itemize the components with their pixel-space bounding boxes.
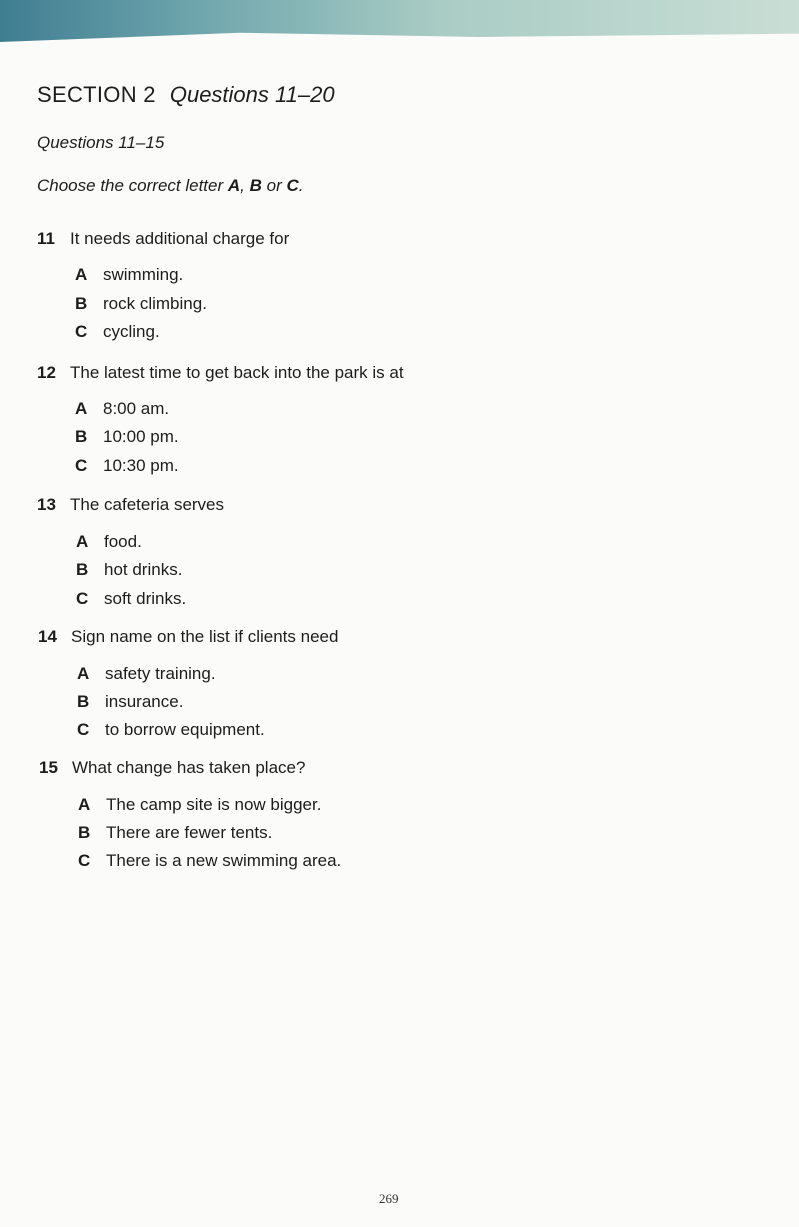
instruction-letter-b: B	[249, 176, 262, 195]
option-15-a[interactable]	[78, 795, 321, 815]
option-text: insurance.	[105, 692, 184, 711]
option-12-a[interactable]	[75, 399, 169, 419]
option-letter: B	[75, 427, 88, 446]
option-letter: B	[75, 294, 88, 313]
question-11	[37, 229, 289, 249]
option-14-a[interactable]	[77, 664, 216, 684]
option-letter: A	[76, 532, 89, 551]
option-text: The camp site is now bigger.	[106, 795, 322, 814]
question-number: 12	[37, 363, 56, 382]
instruction-sep1: ,	[240, 176, 250, 195]
option-11-b[interactable]	[75, 294, 207, 314]
option-letter: C	[75, 322, 88, 341]
instruction-letter-a: A	[227, 176, 241, 195]
option-text: cycling.	[103, 322, 160, 341]
option-text: food.	[104, 532, 142, 551]
section-label: SECTION 2	[37, 82, 156, 107]
option-12-c[interactable]	[75, 456, 179, 476]
option-13-c[interactable]	[76, 589, 186, 609]
option-11-c[interactable]	[75, 322, 160, 342]
option-text: soft drinks.	[104, 589, 187, 608]
question-number: 11	[37, 229, 55, 248]
option-12-b[interactable]	[75, 427, 179, 447]
instruction-letter-c: C	[286, 176, 299, 195]
option-text: There are fewer tents.	[106, 823, 273, 842]
option-letter: C	[75, 456, 88, 475]
option-letter: A	[75, 399, 88, 418]
instruction	[37, 176, 303, 196]
option-letter: C	[77, 720, 90, 739]
option-letter: C	[76, 589, 89, 608]
option-text: safety training.	[105, 664, 216, 683]
option-14-c[interactable]	[77, 720, 265, 740]
option-letter: B	[78, 823, 91, 842]
option-15-c[interactable]	[78, 851, 341, 871]
option-text: 10:30 pm.	[103, 456, 179, 475]
option-letter: A	[75, 265, 88, 284]
option-text: to borrow equipment.	[105, 720, 265, 739]
question-number: 13	[37, 495, 56, 514]
option-14-b[interactable]	[77, 692, 183, 712]
option-text: swimming.	[103, 265, 184, 284]
option-11-a[interactable]	[75, 265, 183, 285]
question-number: 14	[38, 627, 57, 646]
question-text: The latest time to get back into the park is at	[70, 363, 404, 382]
option-letter: A	[77, 664, 90, 683]
option-text: rock climbing.	[103, 294, 207, 313]
section-heading	[37, 82, 335, 108]
option-letter: B	[76, 560, 89, 579]
option-text: 8:00 am.	[103, 399, 170, 418]
question-12	[37, 363, 404, 383]
option-letter: A	[78, 795, 91, 814]
option-13-b[interactable]	[76, 560, 182, 580]
question-text: Sign name on the list if clients need	[71, 627, 339, 646]
option-letter: C	[78, 851, 91, 870]
instruction-suffix: .	[298, 176, 304, 195]
option-letter: B	[77, 692, 90, 711]
option-13-a[interactable]	[76, 532, 142, 552]
option-text: There is a new swimming area.	[106, 851, 342, 870]
question-text: What change has taken place?	[72, 758, 306, 777]
question-number: 15	[39, 758, 58, 777]
question-text: It needs additional charge for	[70, 229, 290, 248]
page-top-band	[0, 0, 799, 42]
option-15-b[interactable]	[78, 823, 272, 843]
instruction-prefix: Choose the correct letter	[37, 176, 228, 195]
option-text: hot drinks.	[104, 560, 183, 579]
question-15	[39, 758, 305, 778]
subsection-title: Questions 11–15	[37, 133, 165, 152]
instruction-sep2: or	[261, 176, 287, 195]
question-text: The cafeteria serves	[70, 495, 225, 514]
page-number: 269	[379, 1191, 399, 1206]
question-13	[37, 495, 224, 515]
question-14	[38, 627, 338, 647]
section-questions-range: Questions 11–20	[169, 82, 335, 107]
option-text: 10:00 pm.	[103, 427, 179, 446]
